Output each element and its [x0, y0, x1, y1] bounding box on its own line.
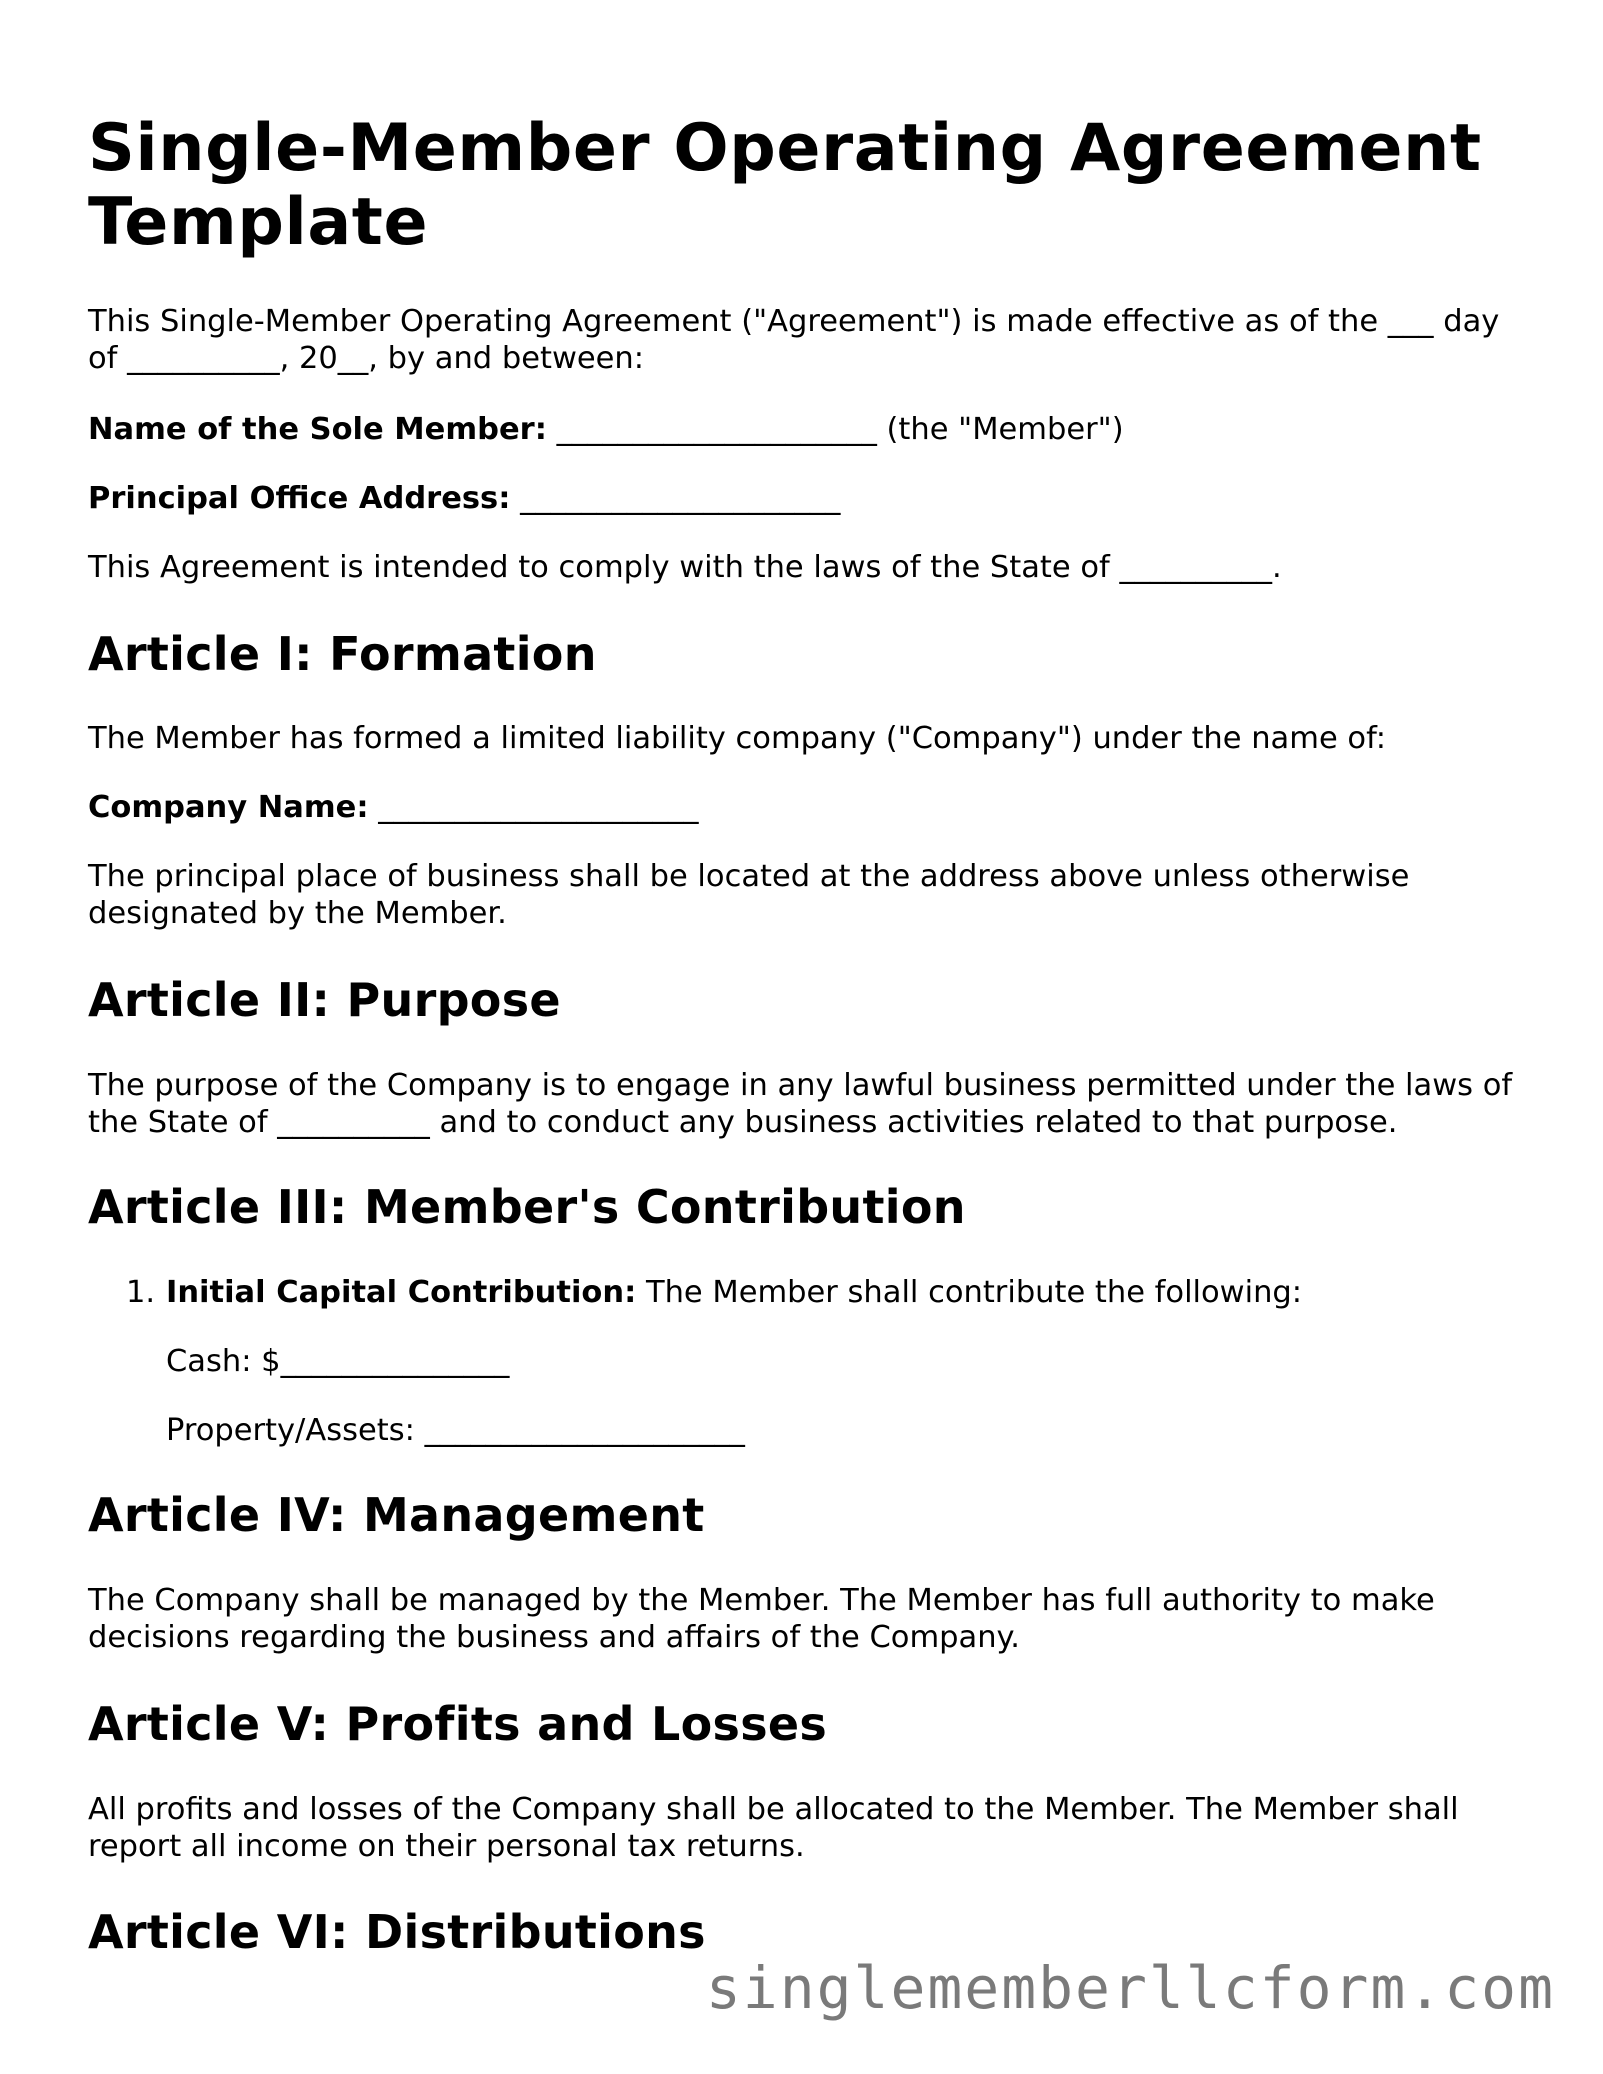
document-title: Single-Member Operating Agreement Template — [88, 111, 1482, 260]
article-5-text: All profits and losses of the Company shall be allocated to the Member. The Member shall report all income on their personal tax returns. — [88, 1792, 1459, 1864]
article-1-text: The Member has formed a limited liability company ("Company") under the name of: — [88, 721, 1386, 756]
member-name-line — [88, 411, 1528, 448]
article-6-heading: Article VI: Distributions — [88, 1905, 706, 1959]
article-2-heading: Article II: Purpose — [88, 973, 561, 1027]
intro-paragraph: This Single-Member Operating Agreement ("Agreement") is made effective as of the ___ day of __________, 20__, by and between: — [88, 304, 1500, 376]
capital-contribution-text: The Member shall contribute the following: — [636, 1275, 1303, 1310]
member-name-label: Name of the Sole Member: — [88, 412, 547, 447]
article-2-text: The purpose of the Company is to engage in any lawful business permitted under the laws of the State of __________ and to conduct any business activities related to that purpose. — [88, 1068, 1513, 1140]
cash-line: Cash: $_______________ — [166, 1344, 510, 1379]
office-address-label: Principal Office Address: — [88, 481, 511, 516]
article-4-heading: Article IV: Management — [88, 1488, 705, 1542]
company-name-blank: _____________________ — [368, 790, 699, 825]
website-watermark: singlememberllcform.com — [705, 1954, 1555, 2022]
office-address-line — [88, 480, 1528, 517]
article-1-heading: Article I: Formation — [88, 627, 597, 681]
capital-contribution-item — [166, 1274, 1526, 1311]
list-number: 1. — [126, 1275, 156, 1310]
member-name-blank: _____________________ (the "Member") — [546, 412, 1124, 447]
company-name-line — [88, 789, 1528, 826]
office-address-blank: _____________________ — [510, 481, 841, 516]
capital-contribution-label: Initial Capital Contribution: — [166, 1275, 637, 1310]
property-assets-line: Property/Assets: _____________________ — [166, 1413, 745, 1448]
state-laws-paragraph: This Agreement is intended to comply with the laws of the State of __________. — [88, 550, 1282, 585]
article-4-text: The Company shall be managed by the Member. The Member has full authority to make decisions regarding the business and affairs of the Company. — [88, 1583, 1435, 1655]
article-3-heading: Article III: Member's Contribution — [88, 1180, 966, 1234]
article-5-heading: Article V: Profits and Losses — [88, 1697, 828, 1751]
article-1-location-text: The principal place of business shall be located at the address above unless otherwise designated by the Member. — [88, 859, 1410, 931]
company-name-label: Company Name: — [88, 790, 369, 825]
